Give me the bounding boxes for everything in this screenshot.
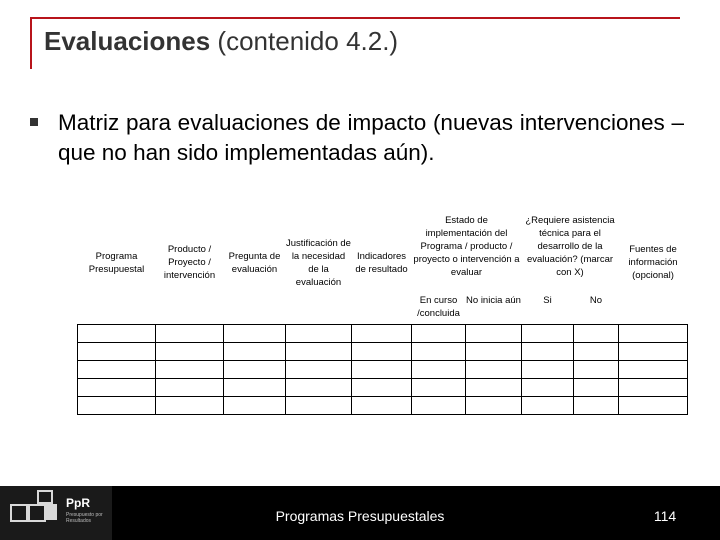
header-asistencia: ¿Requiere asistencia técnica para el desarrollo de la evaluación? (marcar con X) [525,215,615,278]
table-cell[interactable] [78,361,156,379]
logo-square-icon [10,504,28,522]
table-cell[interactable] [156,397,224,415]
header-estado: Estado de implementación del Programa / producto / proyecto o intervención a evaluar [413,215,520,278]
table-cell[interactable] [619,397,688,415]
header-indicadores: Indicadores de resultado [355,250,408,275]
table-cell[interactable] [466,325,522,343]
table-cell[interactable] [522,325,574,343]
table-cell[interactable] [619,379,688,397]
table-cell[interactable] [286,325,352,343]
table-cell[interactable] [286,397,352,415]
table-row [78,343,688,361]
logo-block-icon [45,504,57,520]
table-cell[interactable] [224,379,286,397]
bullet-icon [30,118,38,126]
table-cell[interactable] [619,343,688,361]
table-cell[interactable] [466,361,522,379]
header-justificacion: Justificación de la necesidad de la evaluación [286,237,351,288]
table-cell[interactable] [574,325,619,343]
table-cell[interactable] [466,397,522,415]
table-cell[interactable] [412,361,466,379]
table-cell[interactable] [224,325,286,343]
table-cell[interactable] [78,379,156,397]
table-cell[interactable] [522,343,574,361]
subheader-no-inicia: No inicia aún [466,295,521,306]
table-cell[interactable] [352,325,412,343]
table-cell[interactable] [156,325,224,343]
table-cell[interactable] [78,343,156,361]
table-cell[interactable] [412,379,466,397]
table-cell[interactable] [619,325,688,343]
table-cell[interactable] [466,379,522,397]
table-cell[interactable] [156,343,224,361]
slide-title-sub: (contenido 4.2.) [210,26,399,56]
table-cell[interactable] [466,343,522,361]
table-cell[interactable] [224,397,286,415]
table-cell[interactable] [224,361,286,379]
slide-title [44,26,398,57]
table-cell[interactable] [574,379,619,397]
logo-square-icon [37,490,53,504]
header-pregunta: Pregunta de evaluación [228,250,281,275]
logo-label: PpR [66,496,90,510]
header-producto: Producto / Proyecto / intervención [163,244,216,281]
table-cell[interactable] [156,379,224,397]
table-cell[interactable] [352,343,412,361]
header-programa: Programa Presupuestal [88,250,145,275]
table-cell[interactable] [352,397,412,415]
subheader-si: Si [543,295,552,306]
logo-subtext: Presupuesto por Resultados [66,512,103,524]
subheader-no: No [589,295,603,306]
table-row [78,361,688,379]
table-cell[interactable] [156,361,224,379]
table-cell[interactable] [412,343,466,361]
slide-title-main: Evaluaciones [44,26,211,56]
bullet-text: Matriz para evaluaciones de impacto (nuevas intervenciones – que no han sido implementadas aún). [58,110,684,165]
table-cell[interactable] [352,361,412,379]
table-cell[interactable] [574,397,619,415]
page-number: 114 [653,508,677,524]
subheader-en-curso: En curso /concluida [417,295,460,319]
table-cell[interactable] [619,361,688,379]
table-row [78,325,688,343]
table-cell[interactable] [574,343,619,361]
header-fuentes: Fuentes de información (opcional) [628,244,678,281]
evaluation-matrix [77,201,688,415]
table-cell[interactable] [522,379,574,397]
table-row [78,379,688,397]
table-cell[interactable] [286,379,352,397]
table-cell[interactable] [286,343,352,361]
table-cell[interactable] [522,361,574,379]
logo-square-icon [28,504,46,522]
table-row [78,397,688,415]
table-cell[interactable] [574,361,619,379]
table-cell[interactable] [352,379,412,397]
table-cell[interactable] [286,361,352,379]
footer-title: Programas Presupuestales [275,508,445,524]
table-cell[interactable] [224,343,286,361]
table-cell[interactable] [412,397,466,415]
table-cell[interactable] [78,397,156,415]
table-cell[interactable] [522,397,574,415]
table-cell[interactable] [412,325,466,343]
table-cell[interactable] [78,325,156,343]
